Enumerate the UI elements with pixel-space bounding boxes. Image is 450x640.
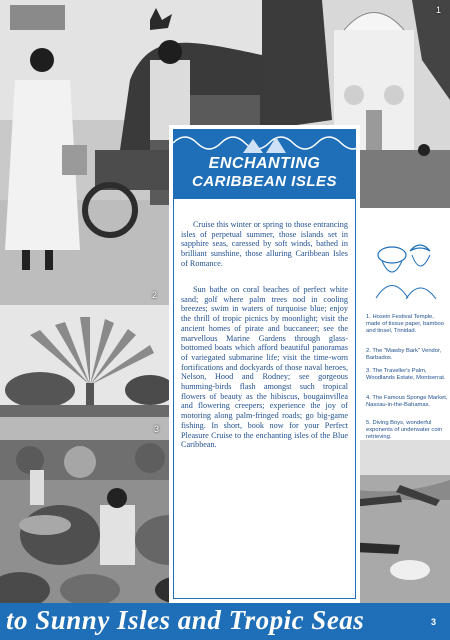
photo-number-2: 2: [152, 290, 158, 300]
caption-4: 4. The Famous Sponge Market, Nassau-in-the-Bahamas.: [366, 395, 448, 408]
wave-ornament: [173, 129, 356, 157]
photo-number-3: 3: [154, 424, 160, 434]
captions-panel: [360, 208, 450, 440]
caption-illustration: [372, 233, 440, 303]
caption-5: 5. Diving Boys, wonderful exponents of underwater coin retrieving.: [366, 420, 443, 440]
text-panel: [169, 125, 360, 603]
panel-paragraph-1: Cruise this winter or spring to those entrancing isles of perpetual summer, those islands set in sapphire seas, caressed by soft winds, bathed in brilliant sunshine, those alluring Caribbean Isles of Romance.: [181, 220, 348, 268]
photo-travellers-palm: [0, 305, 169, 440]
footer-banner: [0, 603, 450, 640]
photo-number-1: 1: [436, 5, 442, 15]
footer-slogan: to Sunny Isles and Tropic Seas: [6, 605, 365, 635]
title-banner: [173, 129, 356, 199]
panel-paragraph-2: Sun bathe on coral beaches of perfect white sand; golf where palm trees nod in cooling breezes; swim in waters of turquoise blue; enjoy the thrill of tropic picnics by moonlight; visit the ancient homes of pirate and buccaneer; see the marvellous Marine Gardens through glass-bottomed boats which afford beautiful panoramas of variegated submarine life; visit the time-worn fortifications and dockyards of those naval heroes, Nelson, Hood and Rodney; see gorgeous humming-birds flash amongst such tropical flowers of beauty as the hibiscus, bougainvillea and flowering creepers; experience the joy of motoring along palm-fringed roads; go big-game fishing. In short, book now for your Perfect Pleasure Cruise to the enchanting isles of the Blue Caribbean.: [181, 285, 348, 450]
panel-title-line1: ENCHANTING: [208, 155, 321, 172]
caption-2: 2. The "Mawby Bark" Vendor, Barbados.: [366, 348, 442, 361]
page-number: 3: [430, 617, 436, 627]
caption-3: 3. The Traveller's Palm, Woodlands Estate, Montserrat.: [366, 368, 446, 381]
caption-1: 1. Hosein Festival Temple, made of tissue paper, bamboo and tinsel, Trinidad.: [366, 314, 444, 334]
panel-title-line2: CARIBBEAN ISLES: [191, 173, 337, 190]
